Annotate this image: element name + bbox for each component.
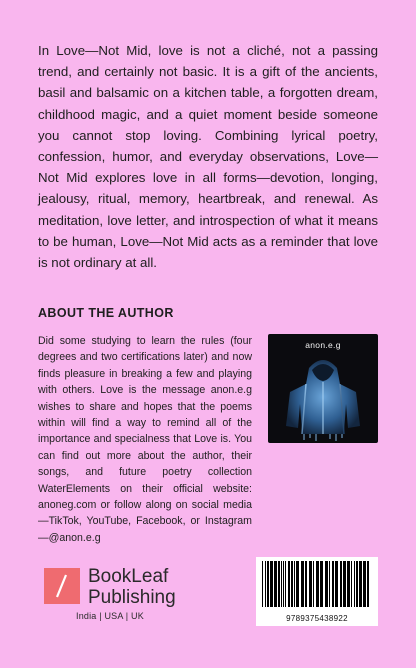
publisher-name-line1: BookLeaf	[88, 566, 169, 587]
barcode-bar	[359, 561, 362, 607]
hoodie-illustration	[268, 334, 378, 443]
publisher-logo	[44, 568, 194, 608]
barcode-bar	[363, 561, 366, 607]
barcode-bar	[267, 561, 269, 607]
barcode-bar	[356, 561, 358, 607]
barcode-bar	[288, 561, 290, 607]
barcode-bar	[283, 561, 284, 607]
barcode-bar	[270, 561, 273, 607]
barcode-bar	[316, 561, 319, 607]
author-handle: anon.e.g	[305, 340, 341, 350]
barcode-bar	[329, 561, 330, 607]
barcode-bar	[332, 561, 334, 607]
barcode-bar	[309, 561, 312, 607]
publisher-name-line2: Publishing	[88, 587, 176, 608]
barcode-bar	[325, 561, 328, 607]
barcode-bar	[294, 561, 295, 607]
barcode-bar	[265, 561, 266, 607]
barcode-bar	[354, 561, 355, 607]
publisher-name	[88, 566, 176, 608]
barcode-bar	[301, 561, 304, 607]
back-cover-blurb: In Love—Not Mid, love is not a cliché, not a passing trend, and certainly not basic. It is a gift of the ancients, basil and balsamic on a kitchen table, a forgotten dream, childhood magic, and a quiet moment beside someone you cannot stop loving. Combining lyrical poetry, confession, humor, and everyday observations, Love—Not Mid explores love in all forms—devotion, longing, jealousy, ritual, memory, heartbreak, and renewal. As meditation, love letter, and introspection of what it means to be human, Love—Not Mid acts as a reminder that love is not ordinary at all.	[38, 43, 378, 271]
barcode-bar	[285, 561, 286, 607]
barcode-bar	[281, 561, 282, 607]
publisher-regions: India | USA | UK	[76, 611, 144, 621]
barcode-bar	[274, 561, 277, 607]
isbn-number: 9789375438922	[286, 614, 348, 623]
barcode-bar	[305, 561, 307, 607]
barcode-bar	[313, 561, 314, 607]
barcode-bar	[262, 561, 263, 607]
author-photo	[268, 334, 378, 443]
barcode-bar	[291, 561, 293, 607]
isbn-barcode	[256, 557, 378, 626]
barcode-bar	[335, 561, 338, 607]
publisher-mark-icon	[44, 568, 80, 604]
barcode-bar	[278, 561, 280, 607]
barcode-bar	[343, 561, 346, 607]
barcode-bar	[320, 561, 323, 607]
about-author-heading: ABOUT THE AUTHOR	[38, 306, 174, 320]
barcode-bars	[260, 561, 374, 607]
about-author-text: Did some studying to learn the rules (four degrees and two certifications later) and now finds pleasure in breaking a few and playing with others. Love is the message anon.e.g wishes to share and hopes that the poems within will find a way to remind all of the importance and specialness that Love is. You can find out more about the author, their songs, and future poetry collection WaterElements on their official website: anoneg.com or follow along on social media—TikTok, YouTube, Facebook, or Instagram—@anon.e.g	[38, 335, 252, 544]
barcode-bar	[347, 561, 350, 607]
barcode-bar	[367, 561, 369, 607]
barcode-bar	[340, 561, 342, 607]
barcode-bar	[351, 561, 352, 607]
barcode-bar	[296, 561, 299, 607]
